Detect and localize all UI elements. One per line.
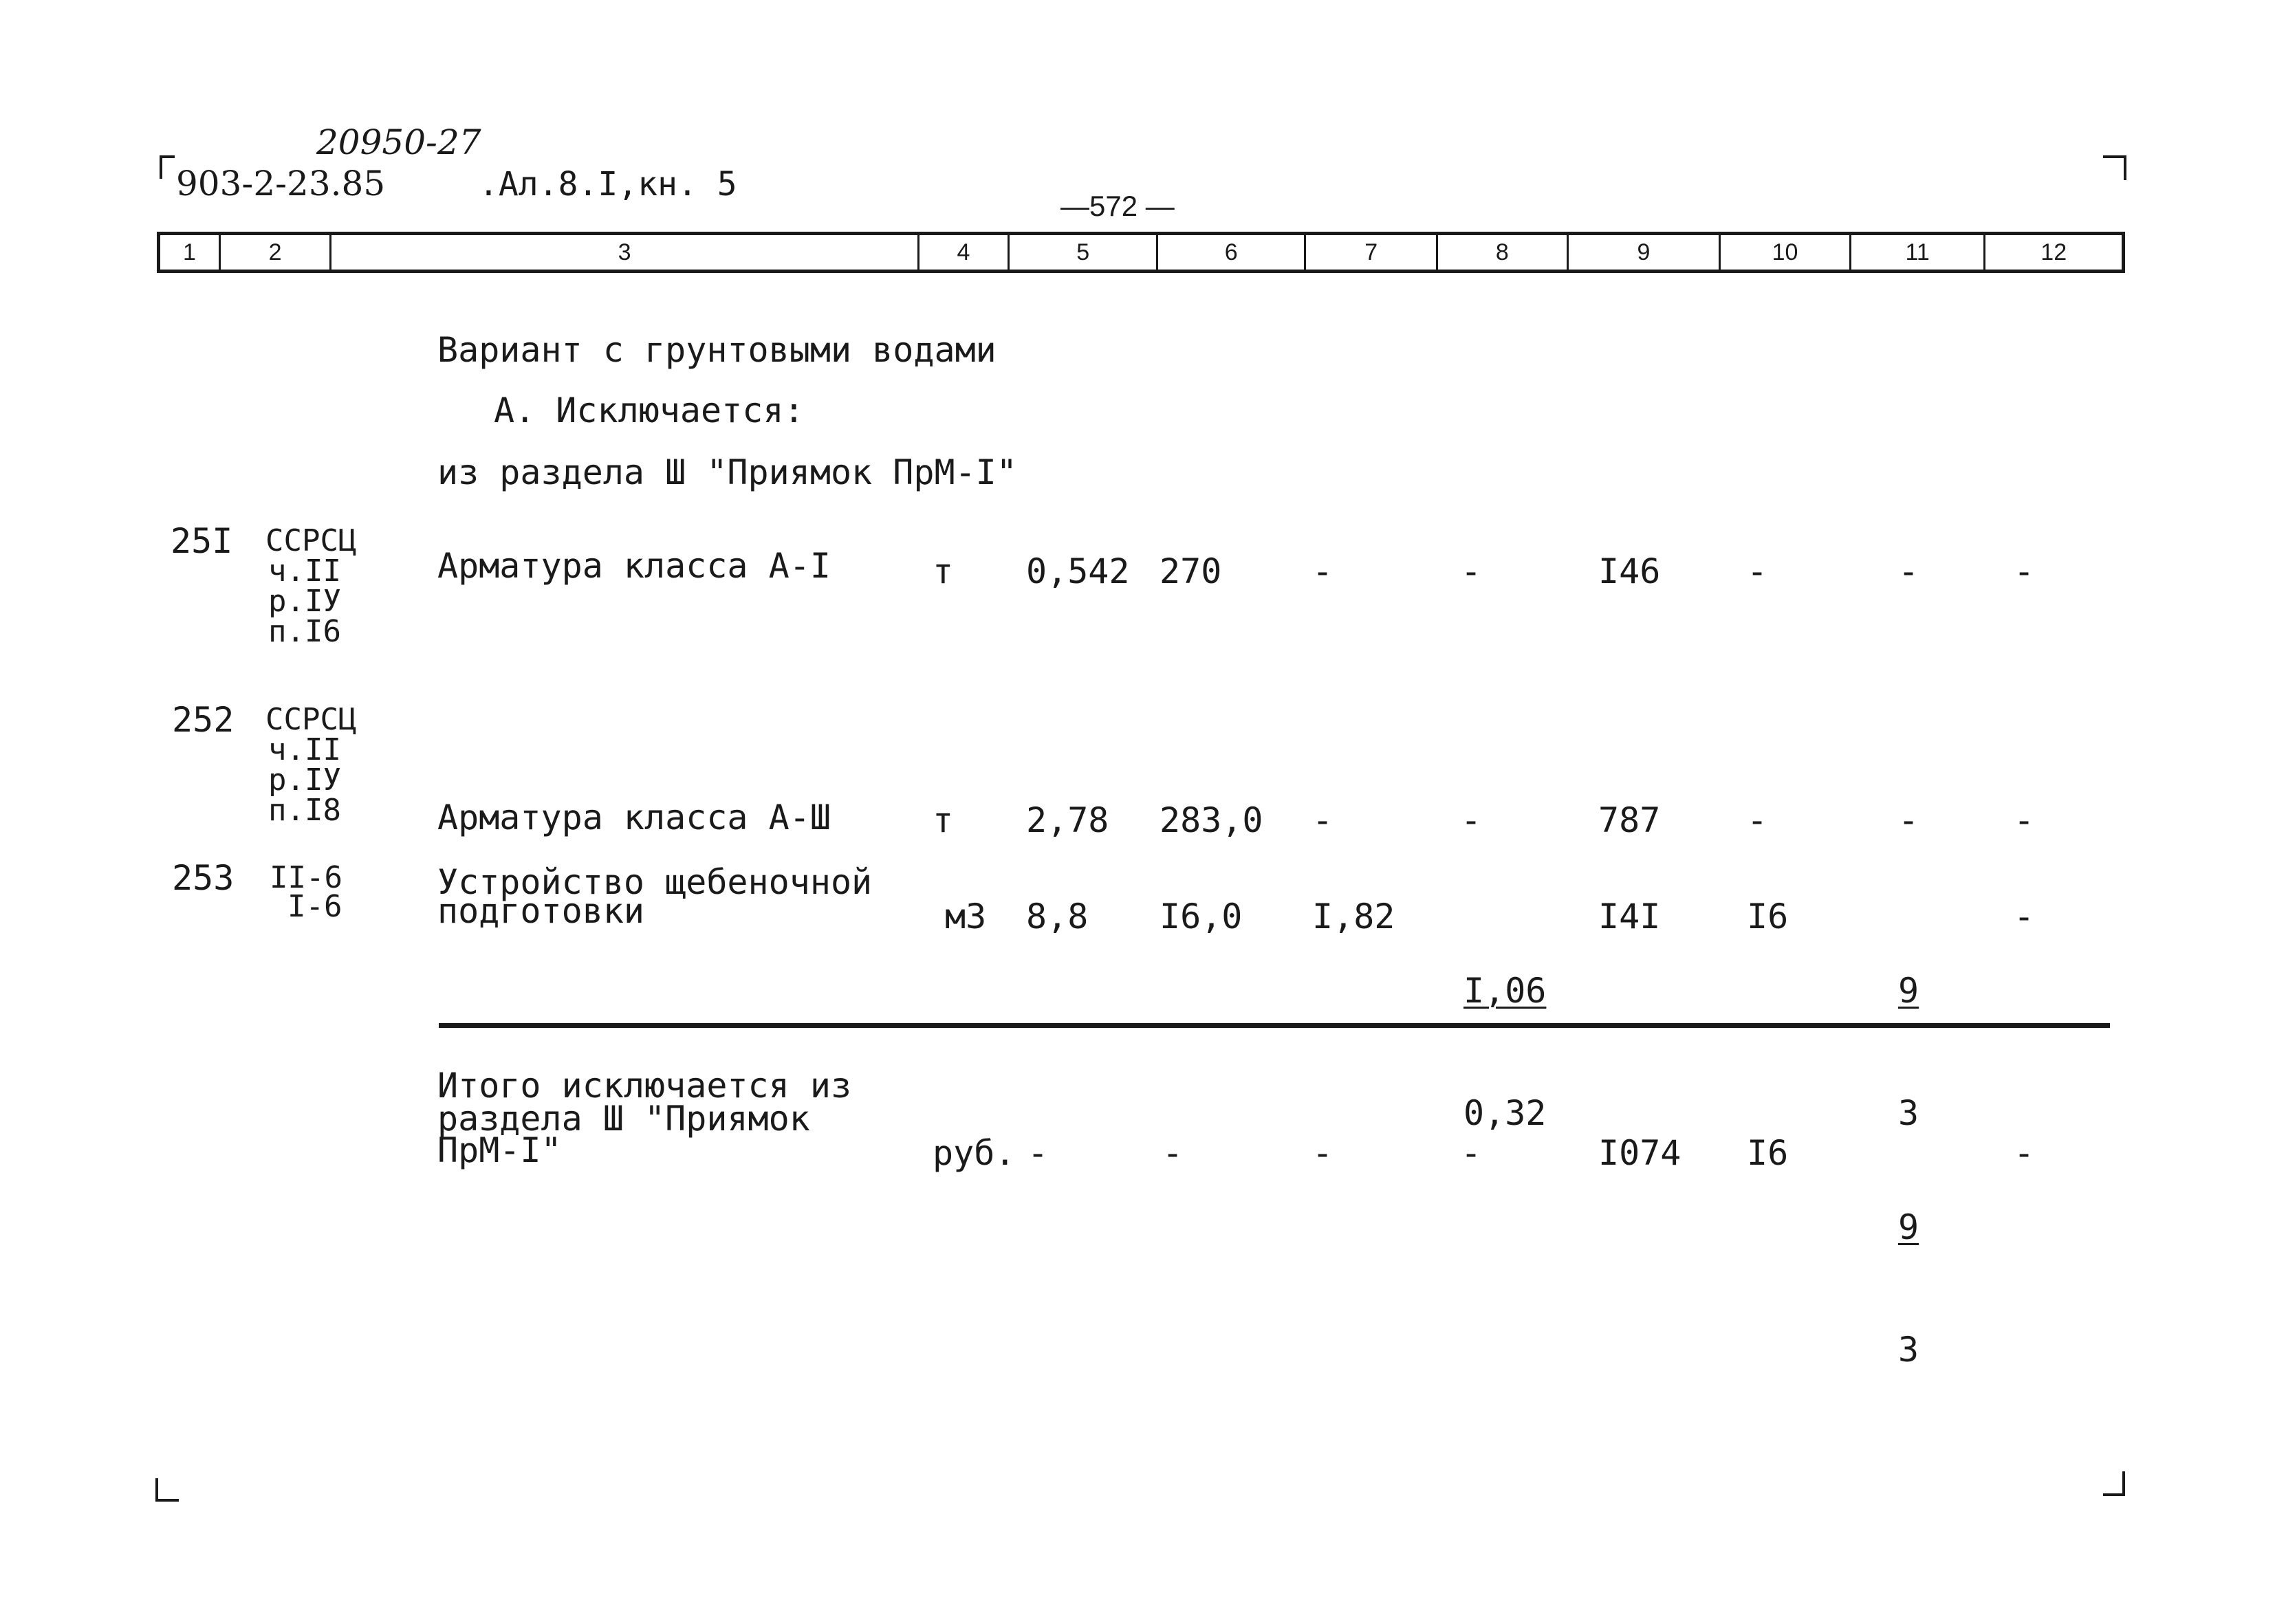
column-header: 1: [160, 235, 221, 270]
column-header: 3: [331, 235, 919, 270]
col8-numerator: I,06: [1463, 971, 1547, 1011]
column-header: 5: [1010, 235, 1158, 270]
column-header: 11: [1851, 235, 1986, 270]
column-header: 8: [1438, 235, 1569, 270]
total-col9: I074: [1598, 1133, 1681, 1173]
unit: м3: [945, 897, 987, 936]
col11-value: -: [1898, 551, 1919, 591]
col12-value: -: [2014, 551, 2035, 591]
norm-code-line: р.IУ: [268, 762, 341, 798]
column-header-strip: [157, 232, 2125, 273]
total-label-line: ПрМ-I": [437, 1130, 562, 1170]
col8-value: -: [1461, 800, 1482, 840]
col12-value: -: [2014, 897, 2035, 936]
norm-code-line: ССРСЦ: [265, 702, 357, 737]
col7-value: -: [1312, 551, 1334, 591]
total-col10: I6: [1747, 1133, 1789, 1173]
col9-value: 787: [1598, 800, 1661, 840]
col11-numerator: 9: [1898, 971, 1919, 1011]
col12-value: -: [2014, 800, 2035, 840]
item-name: подготовки: [437, 891, 645, 931]
col5-value: 8,8: [1026, 897, 1089, 936]
corner-mark-bottom-right: [2103, 1471, 2125, 1496]
corner-mark-bottom-left: [155, 1478, 179, 1502]
col7-value: -: [1312, 800, 1334, 840]
column-header: 9: [1569, 235, 1721, 270]
section-subtitle: А. Исключается:: [494, 391, 805, 430]
col10-value: -: [1747, 800, 1768, 840]
column-header: 12: [2040, 239, 2067, 265]
norm-code-line: п.I8: [268, 793, 341, 828]
album-reference: .Ал.8.I,кн. 5: [479, 165, 737, 204]
col5-value: 0,542: [1026, 551, 1130, 591]
column-header: 4: [919, 235, 1010, 270]
norm-code-line: II-6: [270, 860, 342, 895]
col7-value: I,82: [1312, 897, 1395, 936]
row-number: 25I: [171, 521, 233, 561]
column-header: 7: [1306, 235, 1438, 270]
norm-code-line: р.IУ: [268, 584, 341, 619]
row-number: 253: [172, 858, 235, 898]
item-name: Устройство щебеночной: [437, 862, 873, 902]
col11-value: -: [1898, 800, 1919, 840]
col9-value: I46: [1598, 551, 1661, 591]
column-header: 6: [1158, 235, 1307, 270]
row-number: 252: [172, 700, 235, 740]
section-title: Вариант с грунтовыми водами: [437, 330, 997, 370]
norm-code-line: п.I6: [268, 614, 341, 649]
item-name: Арматура класса А-Ш: [437, 798, 831, 837]
total-col11-numerator: 9: [1898, 1207, 1919, 1247]
total-col8: -: [1461, 1133, 1482, 1173]
total-col11-denominator: 3: [1898, 1330, 1919, 1370]
corner-mark-top-right: [2103, 155, 2126, 180]
col10-value: -: [1747, 551, 1768, 591]
col8-value: -: [1461, 551, 1482, 591]
total-label-line: Итого исключается из: [437, 1066, 852, 1106]
col8-denominator: 0,32: [1463, 1093, 1547, 1133]
item-name: Арматура класса А-I: [437, 546, 831, 586]
col9-value: I4I: [1598, 897, 1661, 936]
norm-code-line: I-6: [287, 889, 342, 924]
column-header: 2: [221, 235, 332, 270]
section-divider: [439, 1023, 2110, 1028]
col6-value: 270: [1160, 551, 1222, 591]
unit: т: [933, 800, 954, 840]
norm-code-line: ч.II: [268, 732, 341, 767]
page-number: —572 —: [1060, 190, 1175, 222]
total-label-line: раздела Ш "Приямок: [437, 1099, 810, 1139]
section-source: из раздела Ш "Приямок ПрМ-I": [437, 452, 1017, 492]
handwritten-number: 20950-27: [316, 122, 481, 162]
norm-code-line: ССРСЦ: [265, 523, 357, 558]
col10-value: I6: [1747, 897, 1789, 936]
col6-value: I6,0: [1160, 897, 1243, 936]
col11-denominator: 3: [1898, 1093, 1919, 1133]
total-col7: -: [1312, 1133, 1334, 1173]
doc-code: 903-2-23.85: [176, 164, 386, 204]
total-col11-fraction: [1898, 1134, 1981, 1442]
unit: т: [933, 551, 954, 591]
column-header: 10: [1721, 235, 1851, 270]
corner-mark-top-left: [160, 155, 175, 179]
col5-value: 2,78: [1026, 800, 1109, 840]
total-col6: -: [1162, 1133, 1184, 1173]
col6-value: 283,0: [1160, 800, 1263, 840]
total-col5: -: [1027, 1133, 1049, 1173]
total-unit: руб.: [933, 1133, 1016, 1173]
norm-code-line: ч.II: [268, 553, 341, 589]
total-col12: -: [2014, 1133, 2035, 1173]
